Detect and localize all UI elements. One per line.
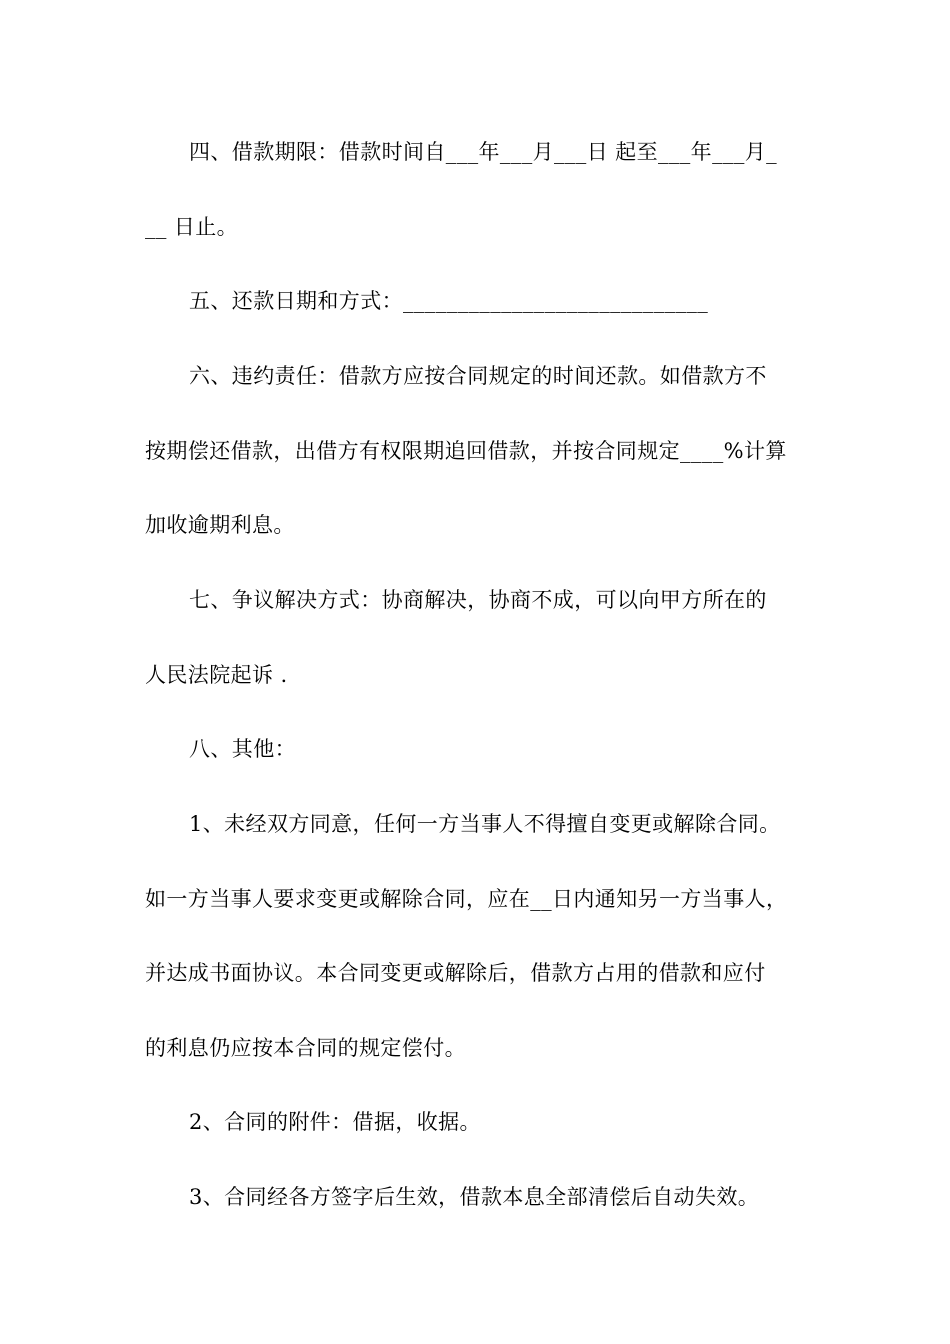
- clause-8-item-1-line-4: 的利息仍应按本合同的规定偿付。: [145, 1036, 466, 1060]
- clause-4-line-1: 四、借款期限：借款时间自___年___月___日 起至___年___月_: [189, 140, 778, 164]
- clause-6-line-3: 加收逾期利息。: [145, 513, 295, 537]
- clause-4-line-2: __ 日止。: [145, 215, 239, 239]
- clause-8-item-3: 3、合同经各方签字后生效，借款本息全部清偿后自动失效。: [189, 1185, 760, 1209]
- clause-8-item-2: 2、合同的附件：借据，收据。: [189, 1110, 481, 1134]
- clause-8-item-1-line-1: 1、未经双方同意，任何一方当事人不得擅自变更或解除合同。: [189, 812, 781, 836]
- clause-8-item-1-line-3: 并达成书面协议。本合同变更或解除后，借款方占用的借款和应付: [145, 961, 766, 985]
- clause-6-line-2: 按期偿还借款，出借方有权限期追回借款，并按合同规定____%计算: [145, 439, 787, 463]
- clause-8-heading: 八、其他：: [189, 737, 296, 761]
- clause-6-line-1: 六、违约责任：借款方应按合同规定的时间还款。如借款方不: [189, 364, 767, 388]
- clause-8-item-1-line-2: 如一方当事人要求变更或解除合同，应在__日内通知另一方当事人，: [145, 887, 788, 911]
- clause-5-line-1: 五、还款日期和方式：____________________________: [189, 289, 709, 313]
- clause-7-line-1: 七、争议解决方式：协商解决，协商不成，可以向甲方所在的: [189, 588, 767, 612]
- clause-7-line-2: 人民法院起诉 .: [145, 663, 288, 687]
